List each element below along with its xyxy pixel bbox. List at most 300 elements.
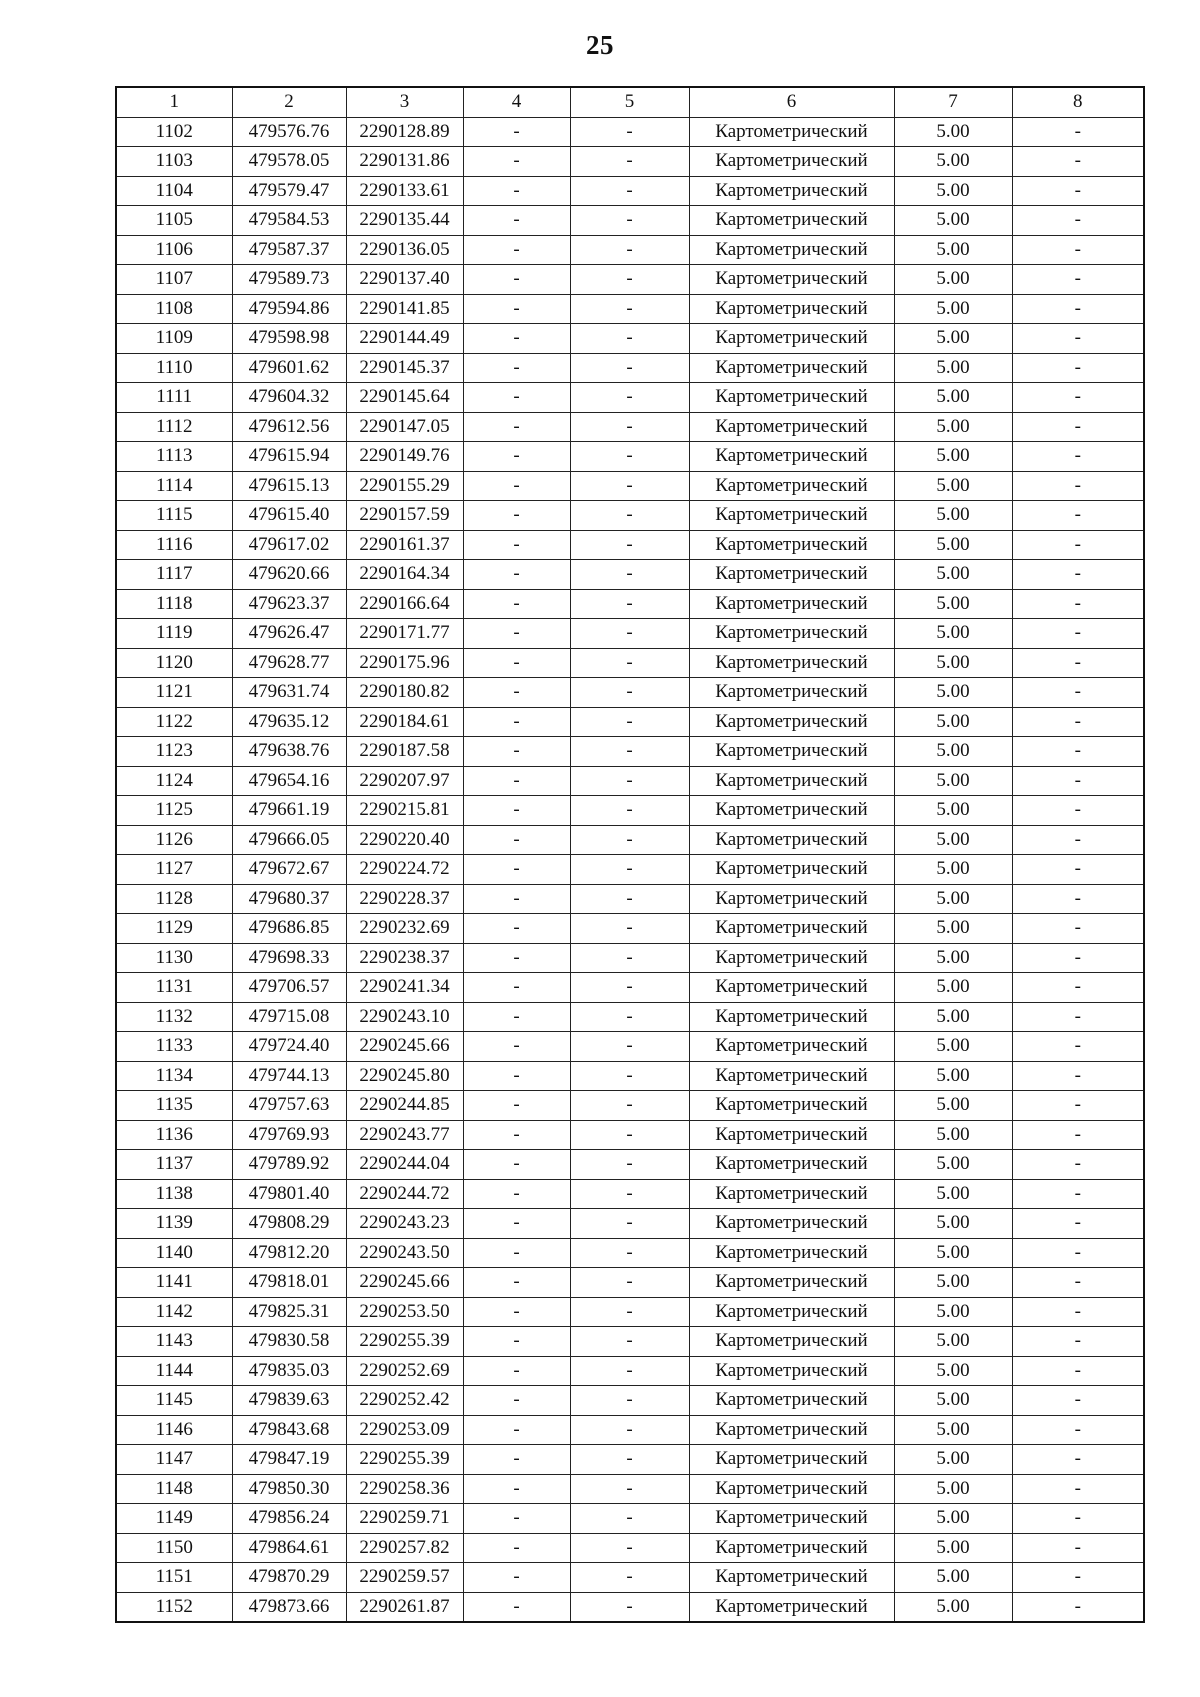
table-cell: 2290245.66 [346, 1268, 463, 1298]
table-cell: 5.00 [894, 1563, 1012, 1593]
table-cell: - [570, 1061, 689, 1091]
table-row [116, 117, 1144, 147]
table-cell: 479631.74 [232, 678, 346, 708]
table-cell: Картометрический [689, 1386, 894, 1416]
table-cell: - [1012, 1120, 1144, 1150]
table-cell: - [463, 884, 570, 914]
table-cell: - [1012, 914, 1144, 944]
table-cell: 1148 [116, 1474, 232, 1504]
table-cell: - [570, 884, 689, 914]
table-cell: 1122 [116, 707, 232, 737]
table-cell: 479612.56 [232, 412, 346, 442]
table-cell: 1143 [116, 1327, 232, 1357]
table-row [116, 530, 1144, 560]
table-cell: - [570, 1533, 689, 1563]
table-cell: - [463, 648, 570, 678]
table-cell: 1105 [116, 206, 232, 236]
table-cell: 2290244.72 [346, 1179, 463, 1209]
table-cell: 479812.20 [232, 1238, 346, 1268]
table-cell: - [463, 1120, 570, 1150]
table-cell: - [1012, 560, 1144, 590]
table-cell: 2290238.37 [346, 943, 463, 973]
table-cell: Картометрический [689, 943, 894, 973]
table-cell: 1141 [116, 1268, 232, 1298]
table-row [116, 678, 1144, 708]
table-cell: 1126 [116, 825, 232, 855]
table-cell: 5.00 [894, 501, 1012, 531]
table-cell: 2290241.34 [346, 973, 463, 1003]
table-cell: 479680.37 [232, 884, 346, 914]
table-cell: 5.00 [894, 1474, 1012, 1504]
table-cell: 1117 [116, 560, 232, 590]
table-cell: 1109 [116, 324, 232, 354]
table-cell: 2290166.64 [346, 589, 463, 619]
table-row [116, 1268, 1144, 1298]
column-header: 3 [346, 87, 463, 117]
table-cell: 2290184.61 [346, 707, 463, 737]
table-cell: Картометрический [689, 1504, 894, 1534]
table-cell: 2290180.82 [346, 678, 463, 708]
table-cell: - [570, 442, 689, 472]
column-header: 1 [116, 87, 232, 117]
table-cell: - [463, 1386, 570, 1416]
table-cell: - [463, 825, 570, 855]
table-cell: Картометрический [689, 265, 894, 295]
table-body [116, 117, 1144, 1622]
table-cell: 5.00 [894, 147, 1012, 177]
table-cell: - [570, 117, 689, 147]
table-cell: Картометрический [689, 471, 894, 501]
table-cell: 1139 [116, 1209, 232, 1239]
table-cell: 2290259.71 [346, 1504, 463, 1534]
table-cell: - [463, 1032, 570, 1062]
table-cell: 5.00 [894, 855, 1012, 885]
table-row [116, 884, 1144, 914]
table-cell: 2290215.81 [346, 796, 463, 826]
table-cell: - [1012, 796, 1144, 826]
table-cell: Картометрический [689, 1032, 894, 1062]
table-cell: 2290187.58 [346, 737, 463, 767]
table-cell: Картометрический [689, 1091, 894, 1121]
table-cell: - [570, 943, 689, 973]
table-cell: 2290147.05 [346, 412, 463, 442]
table-cell: - [1012, 825, 1144, 855]
table-cell: - [1012, 442, 1144, 472]
table-row [116, 1179, 1144, 1209]
table-row [116, 1563, 1144, 1593]
table-row [116, 589, 1144, 619]
table-cell: 479839.63 [232, 1386, 346, 1416]
table-cell: 479850.30 [232, 1474, 346, 1504]
table-cell: 2290131.86 [346, 147, 463, 177]
table-cell: 5.00 [894, 265, 1012, 295]
table-cell: 1138 [116, 1179, 232, 1209]
table-cell: - [1012, 501, 1144, 531]
table-row [116, 855, 1144, 885]
table-cell: 1110 [116, 353, 232, 383]
table-cell: - [463, 1061, 570, 1091]
table-cell: 5.00 [894, 589, 1012, 619]
table-cell: - [1012, 147, 1144, 177]
table-cell: 479666.05 [232, 825, 346, 855]
table-cell: 1107 [116, 265, 232, 295]
table-cell: - [1012, 471, 1144, 501]
table-cell: 5.00 [894, 353, 1012, 383]
table-cell: - [463, 206, 570, 236]
column-header: 7 [894, 87, 1012, 117]
table-cell: Картометрический [689, 1327, 894, 1357]
table-cell: - [570, 619, 689, 649]
table-cell: - [570, 1179, 689, 1209]
table-cell: Картометрический [689, 914, 894, 944]
table-cell: - [463, 1533, 570, 1563]
table-cell: - [463, 855, 570, 885]
table-cell: Картометрический [689, 1592, 894, 1622]
column-header: 5 [570, 87, 689, 117]
table-cell: 1144 [116, 1356, 232, 1386]
table-cell: 479672.67 [232, 855, 346, 885]
table-cell: - [570, 294, 689, 324]
table-row [116, 1474, 1144, 1504]
table-cell: Картометрический [689, 707, 894, 737]
table-cell: 1111 [116, 383, 232, 413]
table-cell: Картометрический [689, 589, 894, 619]
table-row [116, 943, 1144, 973]
table-row [116, 737, 1144, 767]
table-cell: - [570, 265, 689, 295]
table-cell: 1114 [116, 471, 232, 501]
table-cell: 5.00 [894, 1415, 1012, 1445]
table-cell: - [1012, 619, 1144, 649]
table-cell: - [570, 353, 689, 383]
table-cell: - [1012, 1091, 1144, 1121]
table-cell: - [570, 825, 689, 855]
table-cell: - [1012, 1150, 1144, 1180]
table-cell: - [463, 589, 570, 619]
table-cell: - [1012, 117, 1144, 147]
table-cell: 1129 [116, 914, 232, 944]
table-cell: - [463, 943, 570, 973]
table-cell: Картометрический [689, 324, 894, 354]
table-cell: - [1012, 294, 1144, 324]
table-cell: - [463, 766, 570, 796]
table-cell: 2290244.85 [346, 1091, 463, 1121]
table-cell: 1116 [116, 530, 232, 560]
table-cell: 2290253.09 [346, 1415, 463, 1445]
table-cell: 2290171.77 [346, 619, 463, 649]
table-cell: 5.00 [894, 737, 1012, 767]
table-cell: Картометрический [689, 1002, 894, 1032]
table-cell: 479654.16 [232, 766, 346, 796]
table-cell: Картометрический [689, 796, 894, 826]
table-cell: - [1012, 353, 1144, 383]
table-cell: - [1012, 737, 1144, 767]
table-cell: 1134 [116, 1061, 232, 1091]
table-row [116, 501, 1144, 531]
table-cell: - [570, 412, 689, 442]
table-cell: - [570, 383, 689, 413]
table-cell: 479864.61 [232, 1533, 346, 1563]
table-cell: 1124 [116, 766, 232, 796]
table-cell: - [463, 1445, 570, 1475]
table-cell: 479801.40 [232, 1179, 346, 1209]
table-cell: 5.00 [894, 678, 1012, 708]
table-cell: - [1012, 265, 1144, 295]
table-cell: 1106 [116, 235, 232, 265]
table-row [116, 324, 1144, 354]
table-cell: - [570, 1002, 689, 1032]
table-cell: - [570, 1563, 689, 1593]
table-cell: 2290243.77 [346, 1120, 463, 1150]
table-cell: 2290220.40 [346, 825, 463, 855]
table-cell: - [570, 1297, 689, 1327]
table-cell: - [570, 796, 689, 826]
table-cell: 2290252.69 [346, 1356, 463, 1386]
table-cell: Картометрический [689, 176, 894, 206]
table-cell: - [570, 589, 689, 619]
table-cell: Картометрический [689, 442, 894, 472]
table-cell: 2290136.05 [346, 235, 463, 265]
table-cell: Картометрический [689, 1445, 894, 1475]
table-cell: 5.00 [894, 825, 1012, 855]
table-cell: - [570, 1356, 689, 1386]
table-cell: - [463, 678, 570, 708]
table-cell: 479576.76 [232, 117, 346, 147]
table-cell: - [463, 176, 570, 206]
table-cell: 1119 [116, 619, 232, 649]
table-cell: - [1012, 1563, 1144, 1593]
table-cell: 1133 [116, 1032, 232, 1062]
table-cell: 479769.93 [232, 1120, 346, 1150]
table-cell: 5.00 [894, 117, 1012, 147]
table-cell: 479635.12 [232, 707, 346, 737]
table-cell: 5.00 [894, 973, 1012, 1003]
table-cell: 1145 [116, 1386, 232, 1416]
table-cell: - [463, 914, 570, 944]
table-cell: 479598.98 [232, 324, 346, 354]
table-cell: - [570, 176, 689, 206]
table-cell: - [570, 1327, 689, 1357]
table-cell: - [570, 235, 689, 265]
page-number: 25 [586, 30, 614, 60]
table-cell: 2290261.87 [346, 1592, 463, 1622]
table-cell: 5.00 [894, 1268, 1012, 1298]
table-cell: Картометрический [689, 117, 894, 147]
table-cell: 2290224.72 [346, 855, 463, 885]
table-cell: 1104 [116, 176, 232, 206]
table-cell: - [463, 1002, 570, 1032]
table-cell: 479626.47 [232, 619, 346, 649]
table-cell: - [463, 265, 570, 295]
table-cell: 5.00 [894, 324, 1012, 354]
table-cell: 479847.19 [232, 1445, 346, 1475]
table-cell: - [463, 383, 570, 413]
table-cell: 2290155.29 [346, 471, 463, 501]
table-row [116, 1327, 1144, 1357]
table-cell: - [570, 707, 689, 737]
table-cell: 479615.13 [232, 471, 346, 501]
table-cell: - [463, 1179, 570, 1209]
table-cell: Картометрический [689, 235, 894, 265]
table-cell: 5.00 [894, 1297, 1012, 1327]
table-cell: - [1012, 324, 1144, 354]
table-cell: - [463, 1327, 570, 1357]
table-cell: - [570, 530, 689, 560]
table-cell: 1147 [116, 1445, 232, 1475]
table-cell: - [1012, 589, 1144, 619]
table-cell: 479757.63 [232, 1091, 346, 1121]
column-header: 8 [1012, 87, 1144, 117]
table-cell: - [1012, 206, 1144, 236]
table-cell: - [1012, 855, 1144, 885]
table-row [116, 1386, 1144, 1416]
table-cell: 1150 [116, 1533, 232, 1563]
table-row [116, 1032, 1144, 1062]
table-cell: 1131 [116, 973, 232, 1003]
table-cell: - [463, 294, 570, 324]
table-cell: Картометрический [689, 147, 894, 177]
table-cell: Картометрический [689, 1474, 894, 1504]
table-cell: - [570, 560, 689, 590]
table-row [116, 1504, 1144, 1534]
table-cell: 479818.01 [232, 1268, 346, 1298]
table-cell: - [463, 442, 570, 472]
table-cell: - [463, 1091, 570, 1121]
table-row [116, 1238, 1144, 1268]
table-cell: 1127 [116, 855, 232, 885]
table-cell: 1140 [116, 1238, 232, 1268]
table-cell: - [1012, 1533, 1144, 1563]
table-cell: 2290145.37 [346, 353, 463, 383]
table-cell: 2290259.57 [346, 1563, 463, 1593]
table-cell: 2290245.66 [346, 1032, 463, 1062]
table-cell: 479638.76 [232, 737, 346, 767]
table-cell: 2290244.04 [346, 1150, 463, 1180]
table-cell: Картометрический [689, 619, 894, 649]
table-row [116, 176, 1144, 206]
table-cell: - [1012, 678, 1144, 708]
table-cell: 479698.33 [232, 943, 346, 973]
table-row [116, 1356, 1144, 1386]
table-cell: - [1012, 1061, 1144, 1091]
table-cell: - [1012, 1415, 1144, 1445]
table-cell: 479686.85 [232, 914, 346, 944]
table-cell: 2290145.64 [346, 383, 463, 413]
table-cell: - [570, 206, 689, 236]
table-cell: Картометрический [689, 353, 894, 383]
table-cell: - [1012, 1386, 1144, 1416]
table-cell: 5.00 [894, 1386, 1012, 1416]
table-cell: 479615.94 [232, 442, 346, 472]
table-cell: - [463, 501, 570, 531]
table-cell: 479578.05 [232, 147, 346, 177]
table-cell: - [570, 1209, 689, 1239]
table-cell: 1123 [116, 737, 232, 767]
table-cell: - [570, 1474, 689, 1504]
table-cell: Картометрический [689, 1061, 894, 1091]
table-row [116, 1533, 1144, 1563]
table-cell: 5.00 [894, 1120, 1012, 1150]
table-cell: 2290243.50 [346, 1238, 463, 1268]
table-cell: - [1012, 1209, 1144, 1239]
table-row [116, 973, 1144, 1003]
table-cell: 2290243.10 [346, 1002, 463, 1032]
table-cell: 5.00 [894, 1238, 1012, 1268]
table-cell: - [463, 147, 570, 177]
table-cell: 479870.29 [232, 1563, 346, 1593]
table-cell: 479584.53 [232, 206, 346, 236]
table-cell: 479873.66 [232, 1592, 346, 1622]
table-cell: 5.00 [894, 1032, 1012, 1062]
table-row [116, 619, 1144, 649]
table-row [116, 648, 1144, 678]
table-cell: 5.00 [894, 294, 1012, 324]
table-cell: 2290161.37 [346, 530, 463, 560]
table-cell: 5.00 [894, 471, 1012, 501]
table-cell: - [463, 117, 570, 147]
table-row [116, 1061, 1144, 1091]
table-cell: 5.00 [894, 648, 1012, 678]
table-cell: 2290157.59 [346, 501, 463, 531]
table-cell: 5.00 [894, 1592, 1012, 1622]
table-cell: Картометрический [689, 1120, 894, 1150]
table-cell: - [463, 353, 570, 383]
table-cell: 1120 [116, 648, 232, 678]
table-cell: 479789.92 [232, 1150, 346, 1180]
table-cell: 2290137.40 [346, 265, 463, 295]
table-cell: 479620.66 [232, 560, 346, 590]
table-cell: - [1012, 383, 1144, 413]
table-row [116, 442, 1144, 472]
table-cell: 2290245.80 [346, 1061, 463, 1091]
table-cell: 5.00 [894, 530, 1012, 560]
table-cell: 479589.73 [232, 265, 346, 295]
table-cell: - [570, 678, 689, 708]
table-cell: Картометрический [689, 383, 894, 413]
table-cell: - [570, 471, 689, 501]
table-cell: 5.00 [894, 1533, 1012, 1563]
table-cell: - [463, 324, 570, 354]
table-cell: 1137 [116, 1150, 232, 1180]
table-cell: 5.00 [894, 206, 1012, 236]
table-cell: 2290255.39 [346, 1445, 463, 1475]
table-row [116, 825, 1144, 855]
table-row [116, 235, 1144, 265]
table-cell: - [1012, 1327, 1144, 1357]
table-cell: 1149 [116, 1504, 232, 1534]
table-cell: - [463, 1297, 570, 1327]
table-cell: 1118 [116, 589, 232, 619]
table-cell: 2290258.36 [346, 1474, 463, 1504]
table-cell: 5.00 [894, 1150, 1012, 1180]
table-cell: 479835.03 [232, 1356, 346, 1386]
table-cell: Картометрический [689, 1356, 894, 1386]
table-cell: 5.00 [894, 796, 1012, 826]
table-cell: 479594.86 [232, 294, 346, 324]
table-cell: 479617.02 [232, 530, 346, 560]
table-row [116, 1120, 1144, 1150]
table-cell: Картометрический [689, 1297, 894, 1327]
table-cell: 479825.31 [232, 1297, 346, 1327]
table-cell: 5.00 [894, 884, 1012, 914]
table-cell: 479808.29 [232, 1209, 346, 1239]
table-row [116, 294, 1144, 324]
table-cell: 2290207.97 [346, 766, 463, 796]
table-cell: 479587.37 [232, 235, 346, 265]
table-cell: - [570, 1268, 689, 1298]
table-cell: 479615.40 [232, 501, 346, 531]
table-cell: 5.00 [894, 412, 1012, 442]
